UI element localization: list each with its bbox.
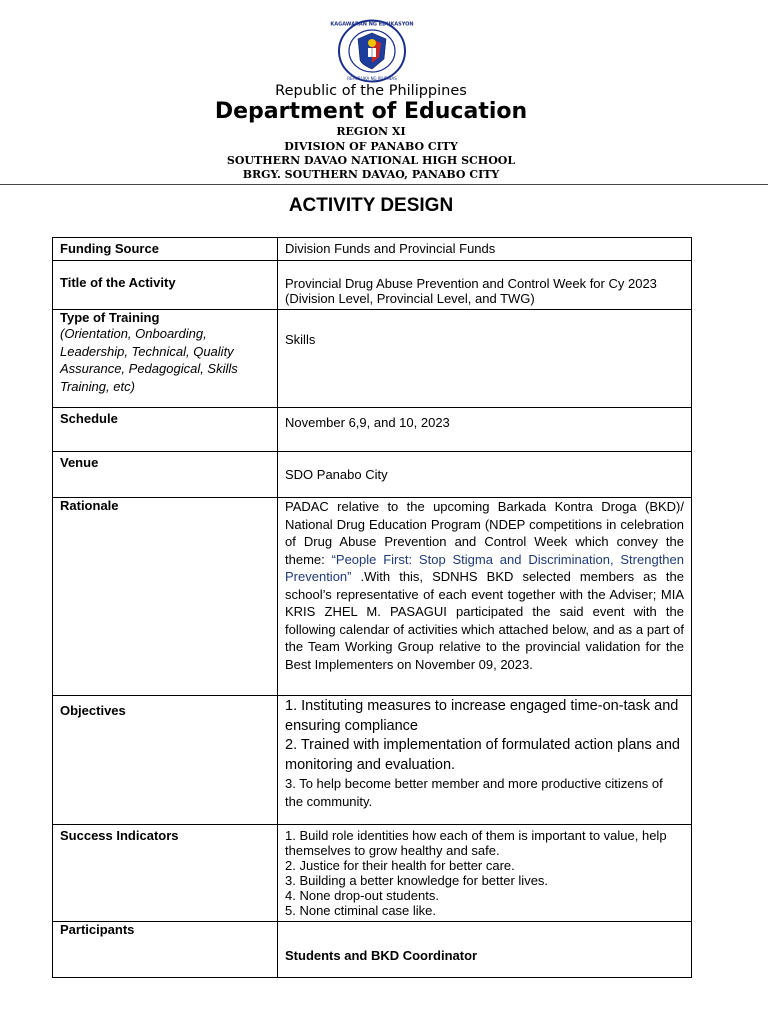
deped-seal-logo (330, 19, 414, 83)
rationale-text-part2: .With this, SDNHS BKD selected members as the school’s representative of each event together with the Adviser; MIA KRIS ZHEL M. PASAGUI participated the said event with the following calendar of activities which attached below, and as a part of the Team Working Group relative to the provincial validation for the Best Implementers on November 09, 2023. (285, 569, 684, 672)
label-rationale: Rationale (53, 498, 278, 696)
indicator-item-3: 3. Building a better knowledge for better lives. (285, 873, 549, 888)
objective-item-3: 3. To help become better member and more productive citizens of the community. (285, 776, 663, 809)
label-venue: Venue (53, 452, 278, 498)
label-success-indicators: Success Indicators (53, 825, 278, 922)
value-objectives (278, 696, 692, 825)
row-objectives (53, 696, 692, 825)
value-participants: Students and BKD Coordinator (278, 922, 692, 978)
department-heading: Department of Education (214, 99, 528, 124)
row-schedule (53, 408, 692, 452)
value-title-of-activity (278, 261, 692, 310)
objective-item-2: 2. Trained with implementation of formulated action plans and monitoring and evaluation. (285, 737, 680, 773)
svg-text:REPUBLIKA NG PILIPINAS: REPUBLIKA NG PILIPINAS (347, 76, 397, 81)
indicator-item-1: 1. Build role identities how each of them is important to value, help themselves to grow healthy and safe. (285, 828, 667, 858)
row-success-indicators (53, 825, 692, 922)
svg-text:KAGAWARAN NG EDUKASYON: KAGAWARAN NG EDUKASYON (330, 21, 414, 28)
value-funding-source: Division Funds and Provincial Funds (278, 238, 692, 261)
rationale-theme: “People First: Stop Stigma and Discrimination, Strengthen Prevention” (285, 551, 684, 584)
type-of-training-heading: Type of Training (60, 310, 160, 325)
label-title-of-activity: Title of the Activity (53, 261, 278, 310)
label-objectives: Objectives (53, 696, 278, 825)
header-divider (0, 184, 768, 185)
value-venue: SDO Panabo City (278, 452, 692, 498)
row-rationale (53, 498, 692, 696)
address-line: BRGY. SOUTHERN DAVAO, PANABO CITY (242, 168, 500, 181)
activity-title-line2: (Division Level, Provincial Level, and TWG) (285, 291, 535, 306)
value-schedule: November 6,9, and 10, 2023 (278, 408, 692, 452)
label-schedule: Schedule (53, 408, 278, 452)
row-venue (53, 452, 692, 498)
rationale-text-part1: PADAC relative to the upcoming Barkada Kontra Droga (BKD)/ National Drug Education Program (NDEP competitions in celebration of Drug Abuse Prevention and Control Week which convey the theme: (285, 499, 684, 567)
value-rationale (278, 498, 692, 696)
document-title: ACTIVITY DESIGN (288, 195, 454, 216)
row-title-of-activity (53, 261, 692, 310)
division-line: DIVISION OF PANABO CITY (284, 140, 458, 153)
value-type-of-training: Skills (278, 310, 692, 408)
republic-heading: Republic of the Philippines (275, 83, 467, 99)
indicator-item-4: 4. None drop-out students. (285, 888, 439, 903)
type-of-training-note: (Orientation, Onboarding, Leadership, Technical, Quality Assurance, Pedagogical, Skills Training, etc) (60, 326, 238, 394)
label-participants: Participants (53, 922, 278, 978)
row-type-of-training (53, 310, 692, 408)
region-line: REGION XI (336, 125, 406, 138)
value-success-indicators (278, 825, 692, 922)
label-funding-source: Funding Source (53, 238, 278, 261)
label-type-of-training (53, 310, 278, 408)
activity-design-table (52, 237, 692, 978)
row-funding-source (53, 238, 692, 261)
indicator-item-2: 2. Justice for their health for better care. (285, 858, 515, 873)
indicator-item-5: 5. None ctiminal case like. (285, 903, 437, 918)
school-line: SOUTHERN DAVAO NATIONAL HIGH SCHOOL (226, 154, 516, 167)
activity-title-line1: Provincial Drug Abuse Prevention and Control Week for Cy 2023 (285, 276, 657, 291)
row-participants (53, 922, 692, 978)
objective-item-1: 1. Instituting measures to increase engaged time-on-task and ensuring compliance (285, 698, 679, 734)
